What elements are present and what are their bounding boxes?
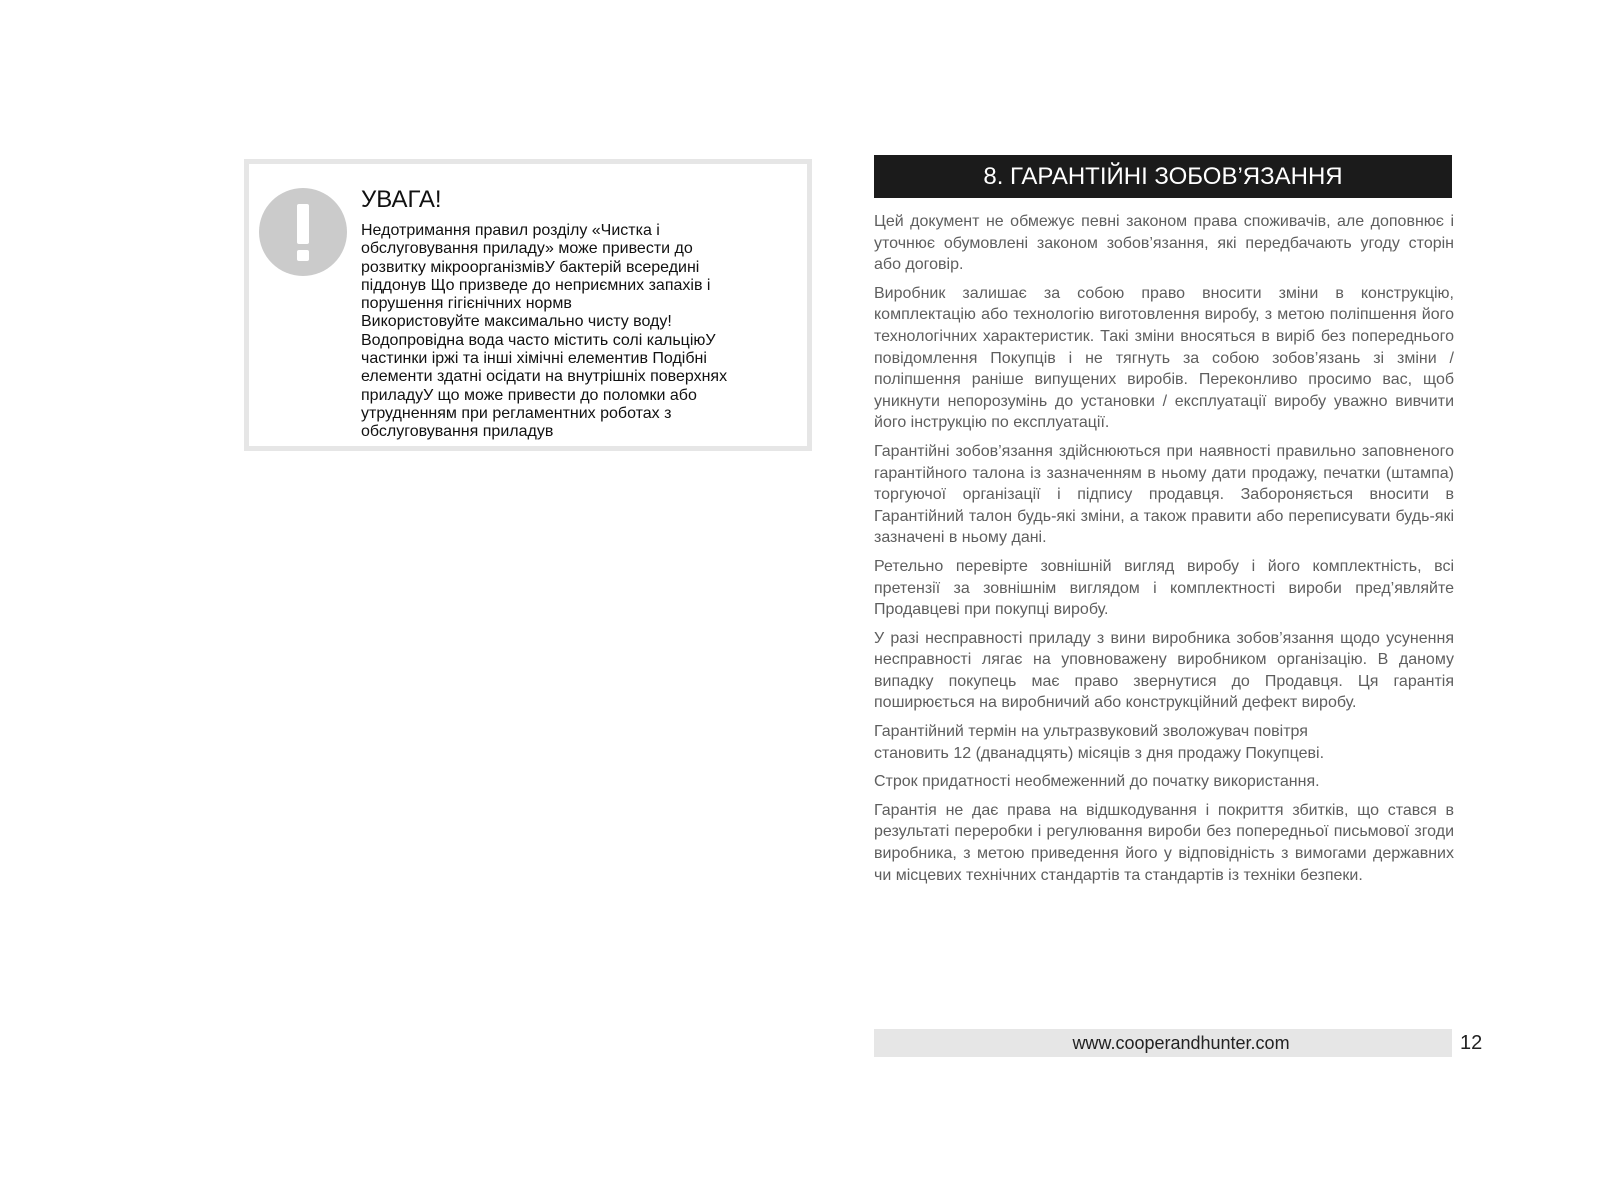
footer-url[interactable]: www.cooperandhunter.com	[1072, 1033, 1290, 1053]
warning-line: частинки іржі та інші хімічні елементив Подібні	[361, 350, 707, 368]
footer-bar	[874, 1029, 1452, 1057]
section-title: 8. ГАРАНТІЙНІ ЗОБОВ’ЯЗАННЯ	[874, 155, 1452, 198]
warning-line: приладуУ що може привести до поломки або	[361, 386, 697, 404]
warning-box	[244, 159, 812, 451]
exclamation-icon	[259, 188, 347, 276]
warranty-term-line: становить 12 (дванадцять) місяців з дня продажу Покупцеві.	[874, 744, 1325, 762]
warning-text	[361, 222, 781, 442]
warranty-term	[874, 721, 1454, 764]
warning-line: піддонув Що призведе до неприємних запахів і	[361, 276, 711, 294]
paragraph: Ретельно перевірте зовнішній вигляд виробу і його комплектність, всі претензії за зовнішнім виглядом і комплектності вироби пред’являйте Продавцеві при покупці виробу.	[874, 557, 1454, 619]
warning-line: Використовуйте максимально чисту воду!	[361, 313, 672, 331]
paragraph: Гарантійні зобов’язання здійснюються при наявності правильно заповненого гарантійного талона із зазначенням в ньому дати продажу, печатки (штампа) торгуючої організації і підпису продавця. Забороняється вносити в Гарантійний талон будь-які зміни, а також правити або переписувати будь-які зазначені в ньому дані.	[874, 442, 1454, 547]
warning-line: розвитку мікроорганізмівУ бактерій всередині	[361, 258, 700, 276]
paragraph: У разі несправності приладу з вини виробника зобов’язання щодо усунення несправності лягає на уповноважену виробником організацію. В даному випадку покупець має право звернутися до Продавця. Ця гарантія поширюється на виробничий або конструкційний дефект виробу.	[874, 629, 1454, 712]
paragraph: Гарантія не дає права на відшкодування і покриття збитків, що стався в результаті переробки і регулювання вироби без попередньої письмової згоди виробника, з метою приведення його у відповідність з вимогами державних чи місцевих технічних стандартів та стандартів із техніки безпеки.	[874, 801, 1454, 884]
warning-line: обслуговування приладу» може привести до	[361, 240, 693, 258]
shelf-life: Строк придатності необмеженний до початку використання.	[874, 773, 1320, 791]
warning-title: УВАГА!	[361, 186, 442, 213]
warning-line: обслуговування приладув	[361, 423, 554, 441]
warning-line: порушення гігієнічних нормв	[361, 295, 572, 313]
paragraph: Цей документ не обмежує певні законом права споживачів, але доповнює і уточнює обумовлені законом зобов’язання, які передбачають угоду сторін або договір.	[874, 213, 1454, 274]
warning-line: Недотримання правил розділу «Чистка і	[361, 222, 660, 239]
warning-line: утрудненням при регламентних роботах з	[361, 404, 672, 422]
warranty-text	[874, 211, 1454, 893]
paragraph: Виробник залишає за собою право вносити зміни в конструкцію, комплектацію або технологію виготовлення виробу, з метою поліпшення його технологічних характеристик. Такі зміни вносяться в виріб без попереднього повідомлення Покупців і не тягнуть за собою зобов’язань зі зміни / поліпшення раніше випущених виробів. Переконливо просимо вас, щоб уникнути непорозумінь до установки / експлуатації виробу уважно вивчити його інструкцію по експлуатації.	[874, 284, 1454, 432]
warranty-term-line: Гарантійний термін на ультразвуковий зволожувач повітря	[874, 723, 1308, 741]
page-number: 12	[1460, 1032, 1483, 1054]
warning-line: елементи здатні осідати на внутрішніх поверхнях	[361, 368, 728, 386]
warning-line: Водопровідна вода часто містить солі кальціюУ	[361, 331, 716, 349]
